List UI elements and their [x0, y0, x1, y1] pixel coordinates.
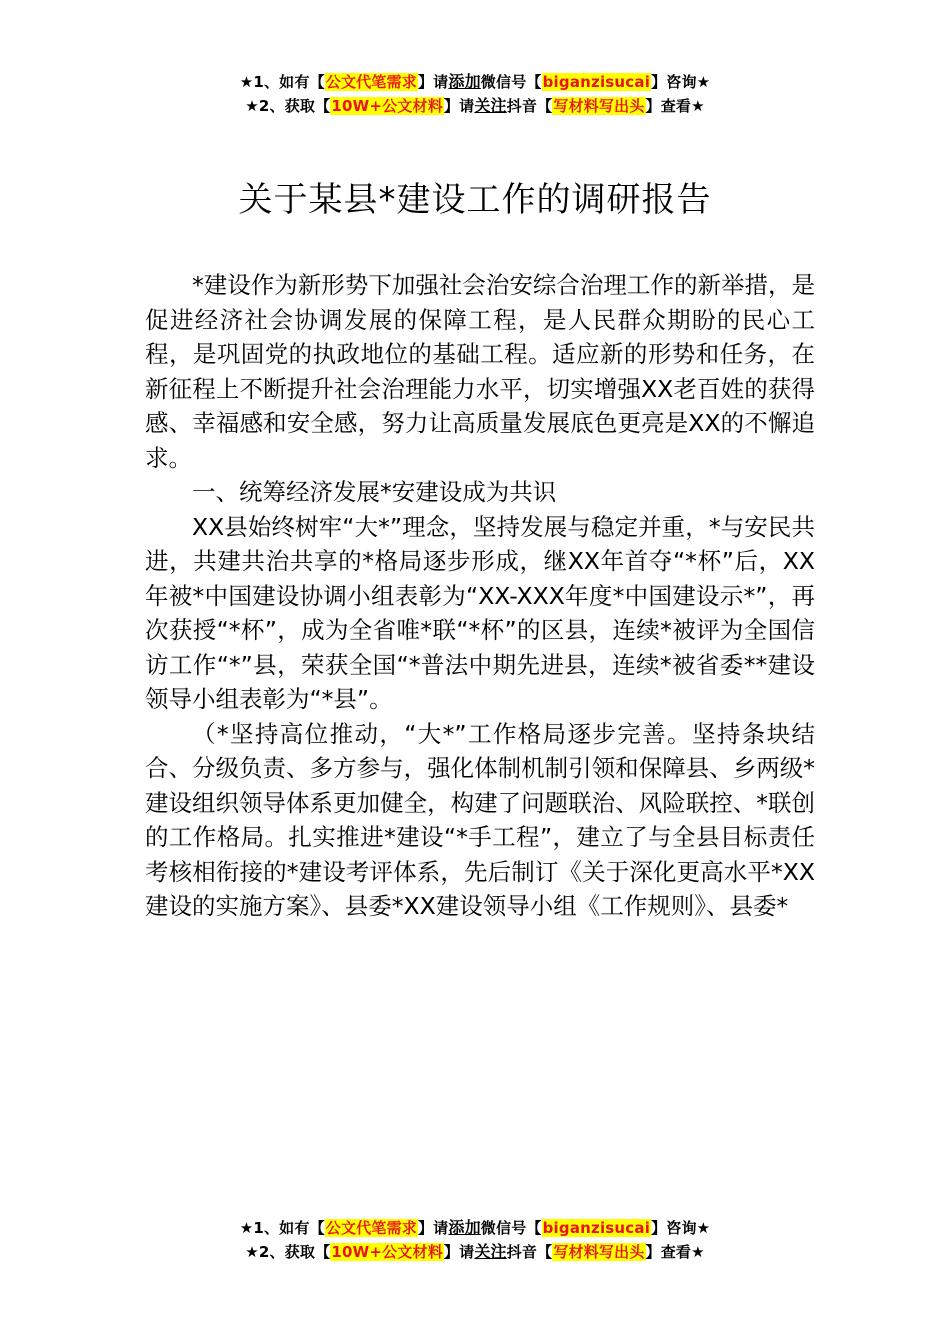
section-heading-1: 一、统筹经济发展*安建设成为共识: [192, 478, 557, 506]
paragraph-leadership: （*坚持高位推动，“大*”工作格局逐步完善。坚持条块结合、分级负责、多方参与，强化体制机制引领和保障县、乡两级*建设组织领导体系更加健全，构建了问题联治、风险联控、*联创的工作格局。扎实推进*建设“*手工程”，建立了与全县目标责任考核相衔接的*建设考评体系，先后制订《关于深化更高水平*XX建设的实施方案》、县委*XX建设领导小组《工作规则》、县委*: [145, 719, 815, 920]
promo-emphasis-follow: 关注: [474, 1242, 507, 1261]
promo-emphasis-add: 添加: [448, 72, 481, 91]
promo-highlight-service: 公文代笔需求: [325, 73, 417, 91]
paragraph-intro: *建设作为新形势下加强社会治安综合治理工作的新举措，是促进经济社会协调发展的保障工程，是人民群众期盼的民心工程，是巩固党的执政地位的基础工程。适应新的形势和任务，在新征程上不断提升社会治理能力水平，切实增强XX老百姓的获得感、幸福感和安全感，努力让高质量发展底色更亮是XX的不懈追求。: [145, 271, 815, 472]
promo-line-2: ★2、获取【10W+公文材料】请关注抖音【写材料写出头】查看★: [245, 96, 705, 115]
promo-highlight-materials: 10W+公文材料: [331, 1243, 443, 1261]
promo-line-1: ★1、如有【公文代笔需求】请添加微信号【biganzisucai】咨询★: [239, 1218, 711, 1237]
promo-highlight-materials: 10W+公文材料: [331, 97, 443, 115]
document-title: 关于某县*建设工作的调研报告: [238, 180, 712, 220]
promo-highlight-douyin: 写材料写出头: [553, 97, 645, 115]
promo-emphasis-follow: 关注: [474, 96, 507, 115]
document-body: [145, 268, 815, 924]
promo-line-1: ★1、如有【公文代笔需求】请添加微信号【biganzisucai】咨询★: [239, 72, 711, 91]
promo-highlight-service: 公文代笔需求: [325, 1219, 417, 1237]
promo-highlight-wechat-id: biganzisucai: [542, 1219, 651, 1237]
promo-highlight-douyin: 写材料写出头: [553, 1243, 645, 1261]
top-promo-banner: [0, 70, 950, 118]
paragraph-achievements: XX县始终树牢“大*”理念，坚持发展与稳定并重，*与安民共进，共建共治共享的*格局逐步形成，继XX年首夺“*杯”后，XX年被*中国建设协调小组表彰为“XX-XXX年度*中国建设示*”，再次获授“*杯”，成为全省唯*联“*杯”的区县，连续*被评为全国信访工作“*”县，荣获全国“*普法中期先进县，连续*被省委**建设领导小组表彰为“*县”。: [145, 512, 815, 713]
promo-emphasis-add: 添加: [448, 1218, 481, 1237]
promo-highlight-wechat-id: biganzisucai: [542, 73, 651, 91]
bottom-promo-banner: [0, 1216, 950, 1264]
promo-line-2: ★2、获取【10W+公文材料】请关注抖音【写材料写出头】查看★: [245, 1242, 705, 1261]
